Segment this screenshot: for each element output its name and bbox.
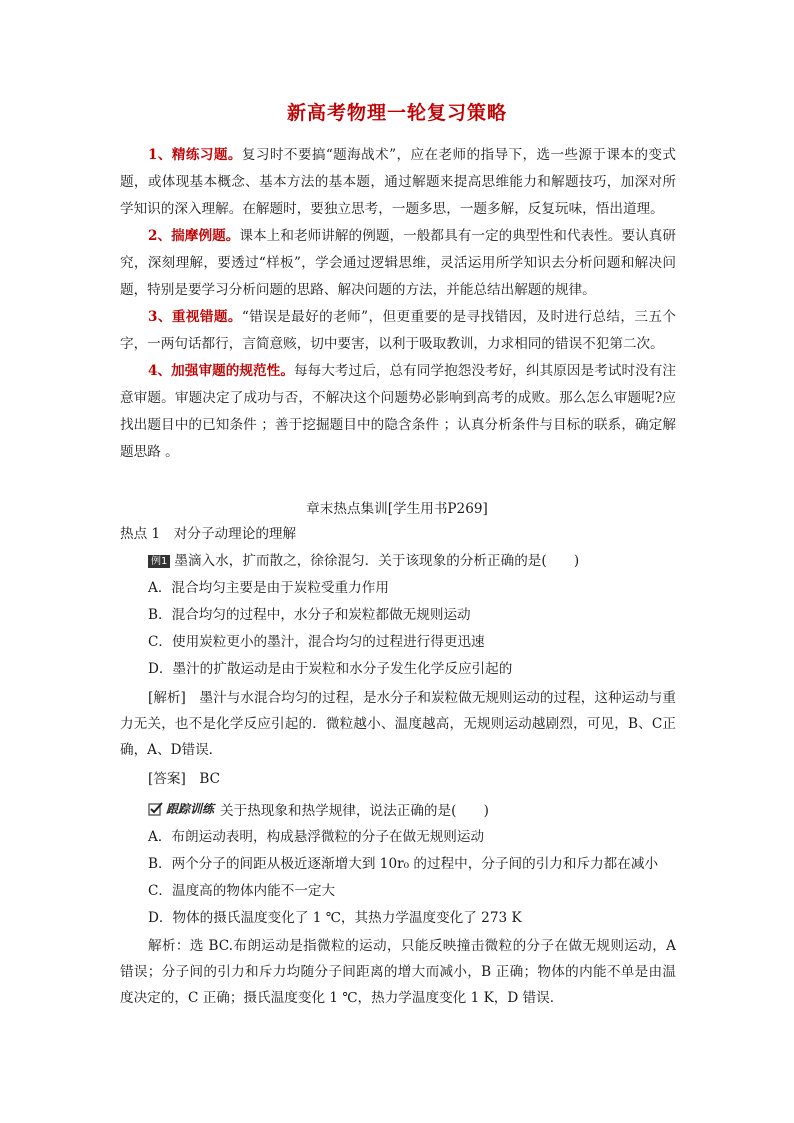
strategy-3-label: 3、重视错题。 — [148, 309, 242, 325]
strategy-2 — [120, 223, 676, 304]
page-title: 新高考物理一轮复习策略 — [286, 102, 507, 124]
followup-question-text: 关于热现象和热学规律，说法正确的是( ) — [220, 803, 489, 819]
example-answer: [答案] BC — [148, 771, 221, 787]
example-option-d: D．墨汁的扩散运动是由于炭粒和水分子发生化学反应引起的 — [148, 661, 513, 677]
example-question-text: 墨滴入水，扩而散之，徐徐混匀．关于该现象的分析正确的是( ) — [174, 553, 580, 569]
hotspot-heading: 热点 1 对分子动理论的理解 — [120, 526, 297, 542]
followup-badge — [148, 797, 214, 821]
followup-question — [148, 797, 680, 823]
followup-analysis: 解析：选 BC.布朗运动是指微粒的运动，只能反映撞击微粒的分子在做无规则运动，A 错误；分子间的引力和斥力均随分子间距离的增大而减小，B 正确；物体的内能不单是由温度决定的，C 正确；摄氏温度变化 1 ℃，热力学温度变化 1 K，D 错误． — [120, 938, 676, 1006]
example-tag: 例1 — [148, 555, 170, 568]
example-analysis: [解析] 墨汁与水混合均匀的过程，是水分子和炭粒做无规则运动的过程，这种运动与重力无关，也不是化学反应引起的．微粒越小、温度越高，无规则运动越剧烈，可见，B、C正确，A、D错误． — [120, 690, 676, 758]
strategy-2-label: 2、揣摩例题。 — [148, 228, 240, 244]
example-option-b: B．混合均匀的过程中，水分子和炭粒都做无规则运动 — [148, 607, 471, 623]
strategy-1 — [120, 142, 676, 223]
example-option-a: A．混合均匀主要是由于炭粒受重力作用 — [148, 580, 389, 596]
followup-badge-label: 跟踪训练 — [166, 802, 215, 816]
strategy-4-text: 每每大考过后，总有同学抱怨没考好，纠其原因是考试时没有注意审题。审题决定了成功与否，不解决这个问题势必影响到高考的成败。那么怎么审题呢?应找出题目中的已知条件 ；善于挖掘题目中的隐含条件 ；认真分析条件与目标的联系，确定解题思路 。 — [120, 363, 676, 460]
strategy-1-label: 1、精练习题。 — [148, 147, 242, 163]
example-option-c: C．使用炭粒更小的墨汁，混合均匀的过程进行得更迅速 — [148, 634, 485, 650]
strategy-3-text: “错误是最好的老师”，但更重要的是寻找错因，及时进行总结，三五个字，一两句话都行，言简意赅，切中要害，以利于吸取教训，力求相同的错误不犯第二次。 — [120, 309, 676, 352]
followup-option-a: A．布朗运动表明，构成悬浮微粒的分子在做无规则运动 — [148, 829, 485, 845]
strategy-3 — [120, 304, 676, 358]
strategy-4 — [120, 358, 676, 466]
checkmark-icon — [148, 801, 164, 817]
section-title: 章末热点集训[学生用书P269] — [306, 501, 488, 517]
followup-option-d: D．物体的摄氏温度变化了 1 ℃，其热力学温度变化了 273 K — [148, 910, 522, 926]
strategy-1-text: 复习时不要搞“题海战术”，应在老师的指导下，选一些源于课本的变式题，或体现基本概念、基本方法的基本题，通过解题来提高思维能力和解题技巧，加深对所学知识的深入理解。在解题时，要独立思考，一题多思，一题多解，反复玩味，悟出道理。 — [120, 147, 676, 217]
strategy-4-label: 4、加强审题的规范性。 — [148, 363, 294, 379]
followup-option-c: C．温度高的物体内能不一定大 — [148, 883, 336, 899]
strategy-2-text: 课本上和老师讲解的例题，一般都具有一定的典型性和代表性。要认真研究，深刻理解，要透过“样板”，学会通过逻辑思维，灵活运用所学知识去分析问题和解决问题，特别是要学习分析问题的思路、解决问题的方法，并能总结出解题的规律。 — [120, 228, 676, 298]
followup-option-b: B．两个分子的间距从极近逐渐增大到 10r₀ 的过程中，分子间的引力和斥力都在减小 — [148, 856, 659, 872]
example-question — [148, 549, 680, 573]
